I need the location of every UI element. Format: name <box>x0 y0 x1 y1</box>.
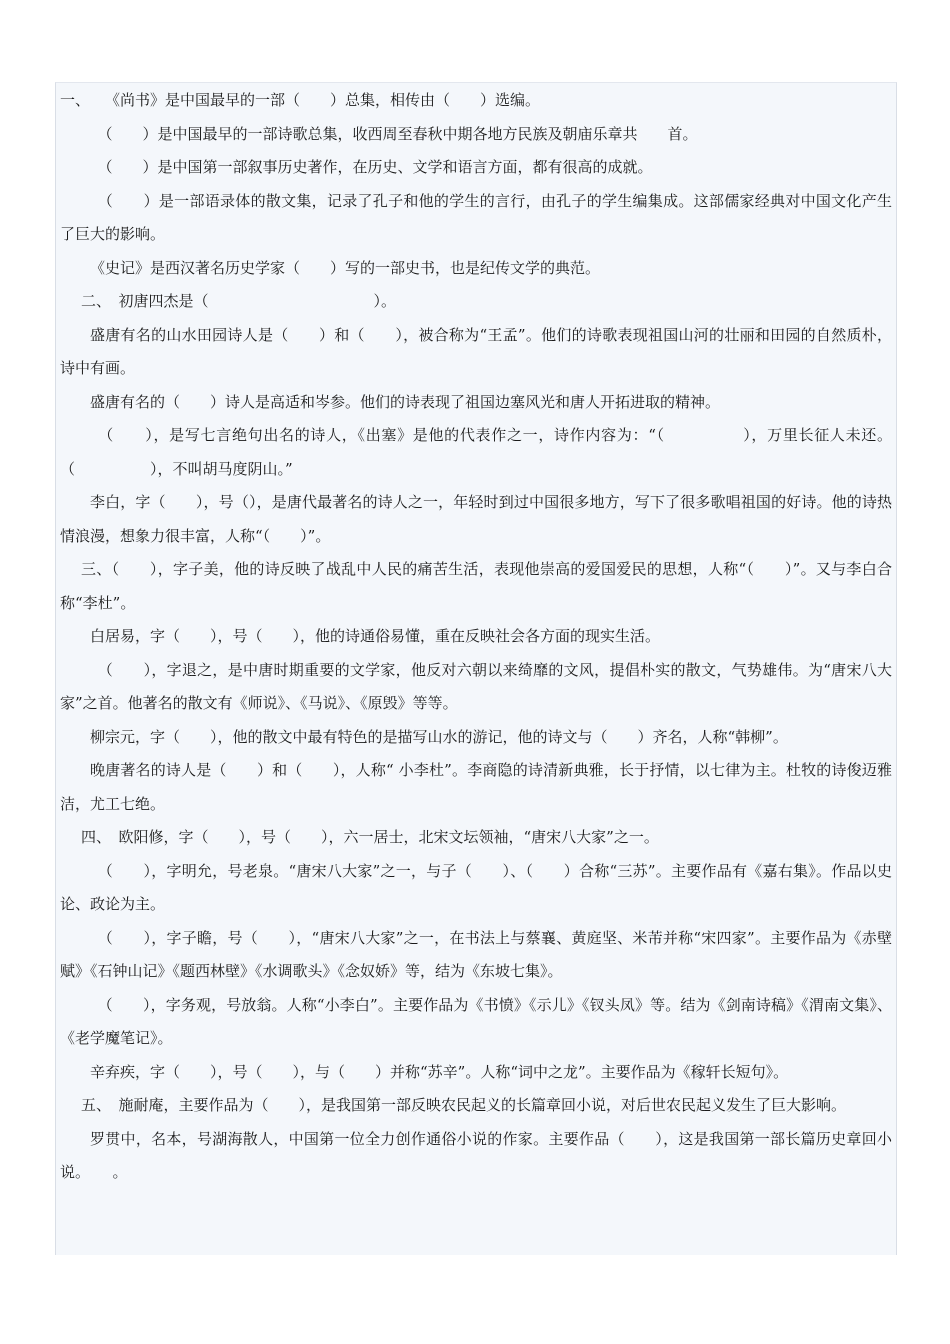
paragraph-17: （ ），字明允，号老泉。“唐宋八大家”之一，与子（ ）、（ ）合称“三苏”。主要作品有《嘉右集》。作品以史论、政论为主。 <box>60 861 892 913</box>
paragraph-10: 李白，字（ ），号（），是唐代最著名的诗人之一，年轻时到过中国很多地方，写下了很多歌唱祖国的好诗。他的诗热情浪漫，想象力很丰富，人称“（ ）”。 <box>60 493 892 545</box>
paragraph-19: （ ），字务观，号放翁。人称“小李白”。主要作品为《书愤》《示儿》《钗头凤》等。结为《剑南诗稿》《渭南文集》、《老学魔笔记》。 <box>60 995 892 1047</box>
paragraph-22: 罗贯中，名本，号湖海散人，中国第一位全力创作通俗小说的作家。主要作品（ ），这是我国第一部长篇历史章回小说。 。 <box>60 1129 892 1181</box>
paragraph-21: 五、 施耐庵，主要作品为（ ），是我国第一部反映农民起义的长篇章回小说，对后世农民起义发生了巨大影响。 <box>81 1096 847 1114</box>
document-body <box>60 84 892 1190</box>
paragraph-6: 二、 初唐四杰是（ ）。 <box>81 292 397 310</box>
paragraph-4: （ ）是一部语录体的散文集，记录了孔子和他的学生的言行，由孔子的学生编集成。这部儒家经典对中国文化产生了巨大的影响。 <box>60 191 892 243</box>
paragraph-14: 柳宗元，字（ ），他的散文中最有特色的是描写山水的游记，他的诗文与（ ）齐名，人称“韩柳”。 <box>90 727 788 746</box>
paragraph-16: 四、 欧阳修，字（ ），号（ ），六一居士，北宋文坛领袖，“唐宋八大家”之一。 <box>81 828 659 846</box>
paragraph-3: （ ）是中国第一部叙事历史著作，在历史、文学和语言方面，都有很高的成就。 <box>90 158 653 176</box>
paragraph-18: （ ），字子瞻，号（ ），“唐宋八大家”之一，在书法上与蔡襄、黄庭坚、米芾并称“宋四家”。主要作品为《赤壁赋》《石钟山记》《题西林壁》《水调歌头》《念奴娇》等，结为《东坡七集》。 <box>60 928 892 980</box>
paragraph-20: 辛弃疾，字（ ），号（ ），与（ ）并称“苏辛”。人称“词中之龙”。主要作品为《稼轩长短句》。 <box>90 1062 789 1081</box>
paragraph-8: 盛唐有名的（ ）诗人是高适和岑参。他们的诗表现了祖国边塞风光和唐人开拓进取的精神。 <box>90 392 721 411</box>
paragraph-1: 一、 《尚书》是中国最早的一部（ ）总集，相传由（ ）选编。 <box>60 91 541 109</box>
paragraph-2: （ ）是中国最早的一部诗歌总集，收西周至春秋中期各地方民族及朝庙乐章共 首。 <box>90 124 698 143</box>
paragraph-5: 《史记》是西汉著名历史学家（ ）写的一部史书，也是纪传文学的典范。 <box>90 258 601 277</box>
paragraph-13: （ ），字退之，是中唐时期重要的文学家，他反对六朝以来绮靡的文风，提倡朴实的散文，气势雄伟。为“唐宋八大家”之首。他著名的散文有《师说》、《马说》、《原毁》等等。 <box>60 660 892 712</box>
paragraph-15: 晚唐著名的诗人是（ ）和（ ），人称“ 小李杜”。李商隐的诗清新典雅，长于抒情，以七律为主。杜牧的诗俊迈雅洁，尤工七绝。 <box>60 761 892 813</box>
paragraph-11: 三、（ ），字子美，他的诗反映了战乱中人民的痛苦生活，表现他崇高的爱国爱民的思想，人称“（ ）”。又与李白合称“李杜”。 <box>60 560 892 612</box>
paragraph-9: （ ），是写七言绝句出名的诗人，《出塞》是他的代表作之一，诗作内容为：“（ ），万里长征人未还。（ ），不叫胡马度阴山。” <box>60 426 892 478</box>
paragraph-12: 白居易，字（ ），号（ ），他的诗通俗易懂，重在反映社会各方面的现实生活。 <box>90 627 661 645</box>
paragraph-7: 盛唐有名的山水田园诗人是（ ）和（ ），被合称为“王孟”。他们的诗歌表现祖国山河的壮丽和田园的自然质朴，诗中有画。 <box>60 325 892 377</box>
